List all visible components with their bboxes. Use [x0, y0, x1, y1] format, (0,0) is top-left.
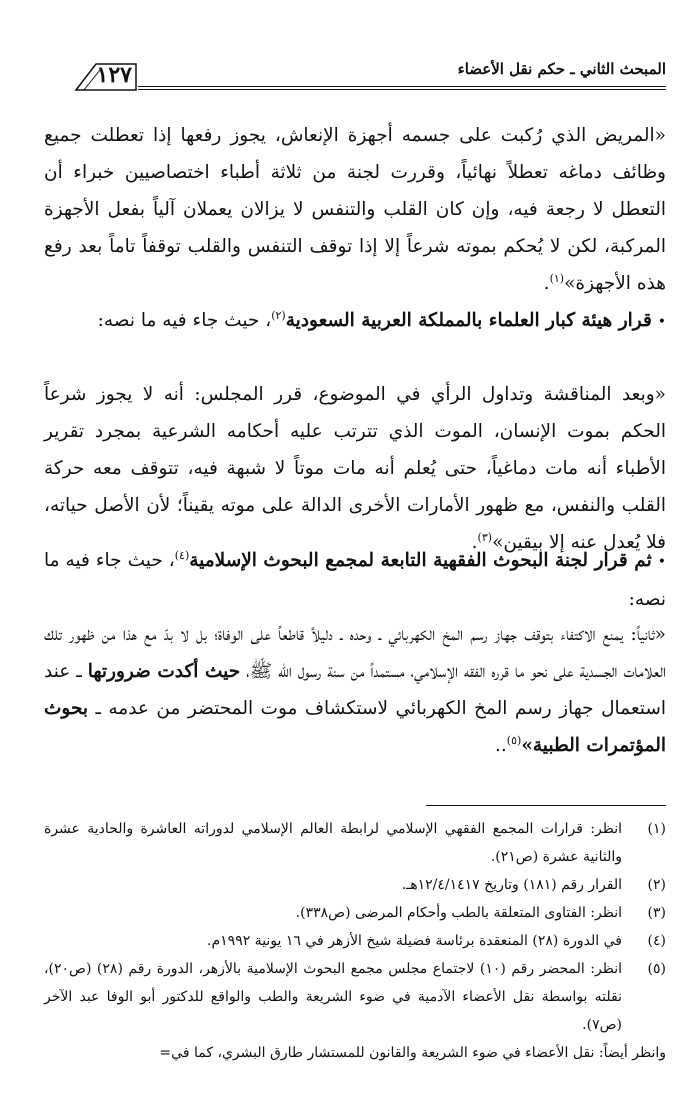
footnote-ref: (٣)	[477, 530, 493, 544]
page-number-frame	[74, 60, 138, 90]
quote-text: «المريض الذي رُكبت على جسمه أجهزة الإنعاش، يجوز رفعها إذا تعطلت جميع وظائف دماغه تعطلاً نهائياً، وقررت لجنة من ثلاثة أطباء اختصاصيين خبراء أن التعطل لا رجعة فيه، وإن كان القلب والتنفس لا يزالان يعملان آلياً بفعل الأجهزة المركبة، لكن لا يُحكم بموته شرعاً إلا إذا توقف التنفس والقلب توقفاً تاماً بعد رفع هذه الأجهزة»	[44, 125, 666, 294]
page-number: ١٢٧	[96, 62, 132, 88]
footnote	[44, 871, 666, 899]
footnote	[44, 955, 666, 1039]
intro-text: ، حيث جاء فيه ما نصه:	[44, 550, 666, 610]
decision-heading: ثم قرار لجنة البحوث الفقهية التابعة لمجمع البحوث الإسلامية	[189, 550, 652, 571]
footnote-text: انظر: قرارات المجمع الفقهي الإسلامي لرابطة العالم الإسلامي لدوراته العاشرة والحادية عشرة والثانية عشرة (ص٢١).	[44, 821, 622, 865]
punctuation: .	[543, 273, 550, 294]
paragraph-4	[44, 542, 666, 618]
page-header	[44, 56, 666, 92]
footnote-ref: (٤)	[174, 548, 190, 562]
footnote-ref: (١)	[549, 271, 565, 285]
footnote-number: (١)	[647, 821, 666, 837]
footnote-separator	[426, 805, 666, 806]
footnote-number: (٥)	[647, 961, 666, 977]
footnote-text: في الدورة (٢٨) المنعقدة برئاسة فضيلة شيخ الأزهر في ١٦ يونية ١٩٩٢م.	[207, 933, 622, 949]
bold-phrase: حيث أكدت ضرورتها	[87, 661, 241, 682]
paragraph-5	[44, 616, 666, 764]
footnote-ref: (٢)	[271, 308, 286, 322]
footnote-continuation	[44, 1039, 666, 1067]
footnote-number: (٣)	[647, 905, 666, 921]
quote-text: ـ عند استعمال جهاز رسم المخ الكهربائي لاستكشاف موت المحتضر من عدمه ـ	[44, 661, 666, 719]
bullet-icon: •	[657, 314, 666, 330]
footnote-text: انظر: الفتاوى المتعلقة بالطب وأحكام المرضى (ص٣٣٨).	[295, 905, 622, 921]
paragraph-1	[44, 117, 666, 302]
footnote-number: (٢)	[647, 877, 666, 893]
footnote-number: (٤)	[647, 933, 666, 949]
paragraph-2	[44, 302, 666, 341]
bold-phrase: بحوث المؤتمرات الطبية»	[44, 698, 666, 756]
footnote	[44, 927, 666, 955]
punctuation: .	[471, 532, 478, 553]
punctuation: ..	[495, 735, 507, 756]
quote-text: «ثانياً: يمنع الاكتفاء بتوقف جهاز رسم المخ الكهربائي ـ وحده ـ دليلاً قاطعاً على الوفاة؛ بل لا بدّ مع هذا من ظهور تلك العلامات الجسدية على نحو ما قرره الفقه الإسلامي، مستمداً من سنة رسول الله ﷺ،	[44, 624, 666, 682]
header-rule	[138, 86, 666, 87]
footnote-text: وانظر أيضاً: نقل الأعضاء في ضوء الشريعة والقانون للمستشار طارق البشري، كما في=	[159, 1045, 666, 1061]
quote-text: «وبعد المناقشة وتداول الرأي في الموضوع، قرر المجلس: أنه لا يجوز شرعاً الحكم بموت الإنسان، الموت الذي تترتب عليه أحكامه الشرعية بمجرد تقرير الأطباء أنه مات دماغياً، حتى يُعلم أنه مات موتاً لا شبهة فيه، تتوقف معه حركة القلب والنفس، مع ظهور الأمارات الأخرى الدالة على موته يقيناً؛ لأن الأصل حياته، فلا يُعدل عنه إلا بيقين»	[44, 384, 666, 553]
footnote	[44, 815, 666, 871]
footnote-text: انظر: المحضر رقم (١٠) لاجتماع مجلس مجمع البحوث الإسلامية بالأزهر، الدورة رقم (٢٨) (ص٢٠)، نقلته بواسطة نقل الأعضاء الآدمية في ضوء الشريعة والطب والواقع للدكتور أبو الوفا عبد الآخر (ص٧).	[44, 961, 622, 1033]
decision-heading: قرار هيئة كبار العلماء بالمملكة العربية السعودية	[285, 310, 652, 331]
bullet-icon: •	[657, 554, 666, 570]
intro-text: ، حيث جاء فيه ما نصه:	[97, 310, 272, 331]
footnote	[44, 899, 666, 927]
paragraph-3	[44, 376, 666, 561]
footnote-ref: (٥)	[506, 733, 522, 747]
footnote-text: القرار رقم (١٨١) وتاريخ ١٢/٤/١٤١٧هـ.	[401, 877, 622, 893]
running-title: المبحث الثاني ـ حكم نقل الأعضاء	[457, 60, 666, 78]
footnotes	[44, 815, 666, 1067]
header-rule-double	[138, 89, 666, 90]
